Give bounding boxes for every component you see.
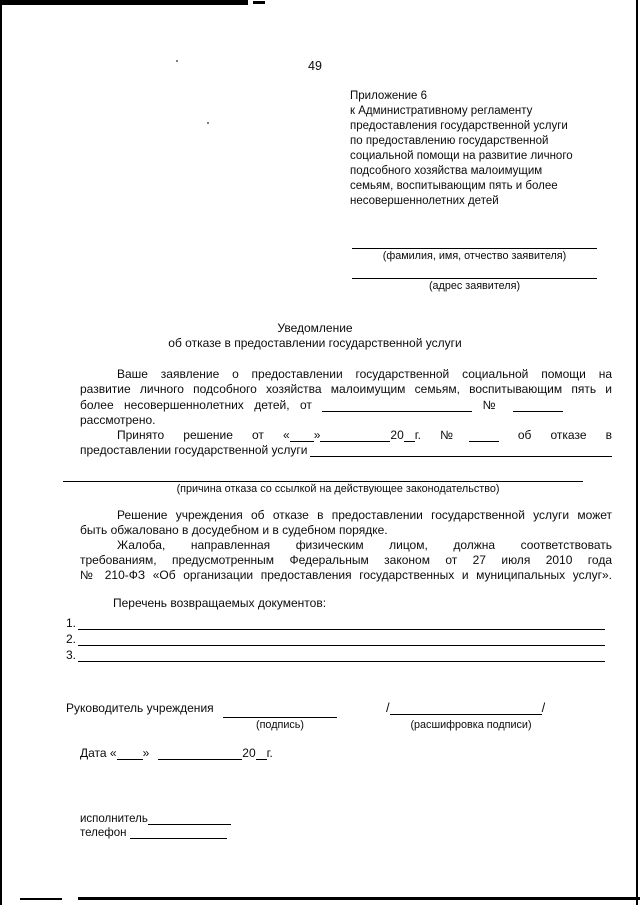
- executor-line: [80, 812, 380, 827]
- notice-title: [80, 321, 550, 351]
- signature-caption: (подпись): [255, 719, 304, 731]
- decision-text-end: об отказе в: [517, 428, 612, 442]
- appendix-header: [350, 89, 590, 209]
- decision-year-suffix: г.: [414, 428, 421, 442]
- complaint-line: Жалоба, направленная физическим лицом, должна соответствовать: [117, 538, 612, 552]
- refusal-reason-caption: (причина отказа со ссылкой на действующее законодательство): [176, 483, 500, 495]
- appendix-line: Приложение 6: [350, 90, 428, 102]
- appendix-line: семьям, воспитывающим пять и более: [350, 180, 558, 192]
- decision-number-blank: [469, 429, 499, 442]
- phone-label: телефон: [80, 827, 127, 839]
- service-refusal-line: [80, 443, 612, 458]
- date-year-prefix: 20: [242, 746, 256, 760]
- refusal-reason-blank: [63, 469, 583, 482]
- appendix-line: по предоставлению государственной: [350, 135, 549, 147]
- date-year-suffix: г.: [266, 746, 273, 760]
- appeal-line: быть обжаловано в досудебном и в судебном порядке.: [80, 523, 388, 537]
- list-item-blank: [78, 616, 605, 630]
- application-paragraph-line: рассмотрено.: [80, 413, 156, 427]
- phone-line: [80, 826, 380, 841]
- list-item-number: 1.: [66, 616, 77, 630]
- application-ref-text: более несовершеннолетних детей, от: [80, 398, 312, 412]
- application-paragraph-line: развитие личного подсобного хозяйства малоимущим семьям, воспитывающим пять и: [80, 382, 612, 396]
- scan-speck: [207, 122, 209, 124]
- date-quote-close: »: [142, 746, 150, 760]
- appeal-line: Решение учреждения об отказе в предоставлении государственной услуги может: [117, 508, 612, 522]
- scan-edge-top-tick: [253, 1, 265, 4]
- signature-name-field: [386, 700, 566, 715]
- document-list-item: [66, 616, 605, 631]
- date-line: [80, 746, 480, 761]
- executor-blank: [148, 812, 231, 825]
- scan-edge-top: [0, 0, 248, 5]
- date-month-blank: [158, 747, 242, 760]
- service-refusal-text: предоставлении государственной услуги: [80, 443, 308, 457]
- scan-edge-left: [0, 0, 2, 905]
- list-item-number: 2.: [66, 632, 77, 646]
- date-year-blank: [256, 747, 267, 760]
- decision-text: Принято решение от «: [117, 428, 290, 442]
- phone-blank: [130, 826, 227, 839]
- decision-day-blank: [290, 429, 314, 442]
- notice-title-line2: об отказе в предоставлении государственной услуги: [168, 336, 462, 351]
- list-item-number: 3.: [66, 648, 77, 662]
- claimant-address-blank: [352, 266, 597, 279]
- date-day-blank: [117, 747, 143, 760]
- page-number: 49: [308, 59, 322, 73]
- complaint-line: № 210-ФЗ «Об организации предоставления государственных и муниципальных услуг».: [80, 568, 612, 582]
- appendix-line: подсобного хозяйства малоимущим: [350, 165, 543, 177]
- application-number-blank: [513, 399, 563, 412]
- document-list-item: [66, 632, 605, 647]
- appendix-line: к Административному регламенту: [350, 105, 533, 117]
- claimant-name-blank: [352, 236, 597, 249]
- application-date-blank: [322, 399, 472, 412]
- executor-label: исполнитель: [80, 813, 148, 825]
- list-item-blank: [78, 648, 605, 662]
- decision-month-blank: [320, 429, 390, 442]
- head-of-institution-label: Руководитель учреждения: [66, 701, 214, 715]
- appendix-line: социальной помощи на развитие личного: [350, 150, 573, 162]
- signature-name-caption: (расшифровка подписи): [410, 719, 532, 731]
- decision-number-sign: №: [440, 428, 469, 442]
- appendix-line: предоставления государственной услуги: [350, 120, 568, 132]
- date-label: Дата «: [80, 746, 117, 760]
- application-paragraph-line: Ваше заявление о предоставлении государственной социальной помощи на: [117, 367, 612, 381]
- documents-list-heading: Перечень возвращаемых документов:: [113, 596, 327, 610]
- slash: /: [386, 700, 390, 715]
- signature-blank: [223, 705, 337, 718]
- notice-title-line1: Уведомление: [277, 321, 353, 335]
- scan-edge-bottom-tick: [20, 898, 62, 900]
- signature-name-blank: [390, 702, 542, 715]
- application-ref-line: [80, 398, 563, 413]
- application-number-sign: №: [482, 398, 503, 412]
- claimant-address-caption: (адрес заявителя): [428, 280, 521, 292]
- appendix-line: несовершеннолетних детей: [350, 195, 499, 207]
- complaint-line: требованиям, предусмотренным Федеральным законом от 27 июля 2010 года: [80, 553, 612, 567]
- list-item-blank: [78, 632, 605, 646]
- scan-speck: [176, 60, 178, 62]
- decision-year-prefix: 20: [390, 428, 404, 442]
- decision-year-blank: [404, 429, 415, 442]
- slash: /: [541, 700, 546, 715]
- document-list-item: [66, 648, 605, 663]
- claimant-name-caption: (фамилия, имя, отчество заявителя): [382, 250, 567, 262]
- scan-edge-right: [636, 0, 638, 905]
- decision-quote: »: [313, 428, 321, 442]
- decision-line: [80, 428, 612, 443]
- service-refusal-blank: [310, 443, 613, 457]
- scan-edge-bottom: [78, 897, 640, 900]
